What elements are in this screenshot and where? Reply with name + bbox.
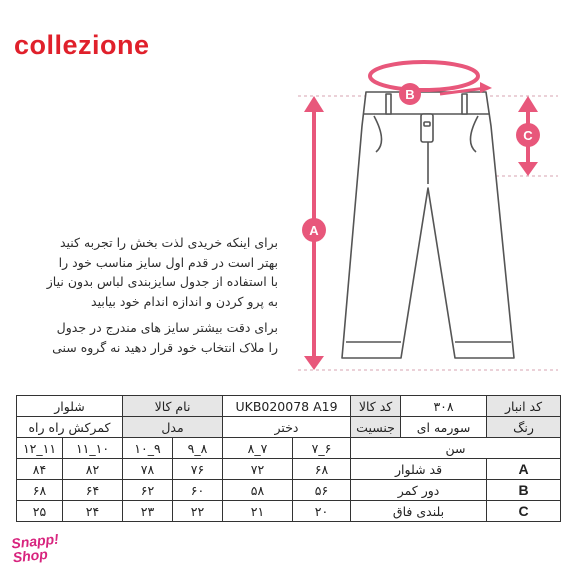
product-code-label: کد کالا	[351, 396, 401, 417]
rise-arrow-top	[518, 96, 538, 112]
color-value: سورمه ای	[401, 417, 487, 438]
product-code-value: UKB020078 A19	[223, 396, 351, 417]
size-value: ۲۳	[123, 501, 173, 522]
size-value: ۶۴	[63, 480, 123, 501]
rise-arrow-bottom	[518, 162, 538, 176]
size-value: ۲۴	[63, 501, 123, 522]
length-arrow-top	[304, 96, 324, 112]
measurement-key: B	[487, 480, 561, 501]
size-chart-table	[16, 395, 561, 522]
snappshop-watermark	[11, 532, 61, 565]
label-c: C	[523, 128, 533, 143]
instruction-line: با استفاده از جدول سایزبندی لباس بدون نیاز	[46, 274, 278, 289]
brand-logo: collezione	[14, 30, 150, 60]
pants-measurement-diagram	[290, 52, 570, 382]
warehouse-code-label: کد انبار	[487, 396, 561, 417]
instruction-line: بهتر است در قدم اول سایز مناسب خود را	[58, 254, 278, 270]
model-value: کمرکش راه راه	[17, 417, 123, 438]
size-value: ۵۸	[223, 480, 293, 501]
size-row-a	[17, 459, 561, 480]
model-label: مدل	[123, 417, 223, 438]
age-cell: ۹_۱۰	[123, 438, 173, 459]
size-value: ۲۱	[223, 501, 293, 522]
color-label: رنگ	[487, 417, 561, 438]
measurement-label: قد شلوار	[351, 459, 487, 480]
instruction-line: برای دقت بیشتر سایز های مندرج در جدول	[56, 320, 278, 335]
size-value: ۵۶	[293, 480, 351, 501]
warehouse-code-value: ۳۰۸	[401, 396, 487, 417]
age-cell: ۱۰_۱۱	[63, 438, 123, 459]
instruction-line: به پرو کردن و اندازه اندام خود بیابید	[91, 293, 278, 309]
size-row-b	[17, 480, 561, 501]
size-value: ۶۰	[173, 480, 223, 501]
age-cell: ۱۱_۱۲	[17, 438, 63, 459]
product-name-value: شلوار	[17, 396, 123, 417]
waist-measurement-marker	[370, 62, 486, 94]
size-value: ۲۵	[17, 501, 63, 522]
size-value: ۸۲	[63, 459, 123, 480]
length-arrow-bottom	[304, 356, 324, 370]
size-row-c	[17, 501, 561, 522]
size-value: ۶۲	[123, 480, 173, 501]
size-value: ۲۰	[293, 501, 351, 522]
gender-label: جنسیت	[351, 417, 401, 438]
label-a: A	[309, 223, 319, 238]
pants-outline	[342, 92, 514, 358]
age-header-row	[17, 438, 561, 459]
size-guide-instructions	[12, 233, 278, 357]
measurement-key: A	[487, 459, 561, 480]
measurement-label: دور کمر	[351, 480, 487, 501]
watermark-line: Shop	[12, 545, 49, 566]
measurement-key: C	[487, 501, 561, 522]
measurement-label: بلندی فاق	[351, 501, 487, 522]
size-value: ۶۸	[17, 480, 63, 501]
instruction-line: را ملاک انتخاب خود قرار دهید نه گروه سنی	[52, 339, 278, 355]
age-cell: ۷_۸	[223, 438, 293, 459]
size-value: ۲۲	[173, 501, 223, 522]
instruction-line: برای اینکه خریدی لذت بخش را تجربه کنید	[59, 235, 278, 250]
size-value: ۶۸	[293, 459, 351, 480]
product-name-label: نام کالا	[123, 396, 223, 417]
age-cell: ۸_۹	[173, 438, 223, 459]
size-value: ۷۸	[123, 459, 173, 480]
size-value: ۷۲	[223, 459, 293, 480]
age-cell: ۶_۷	[293, 438, 351, 459]
product-attributes-row	[17, 417, 561, 438]
watermark-line: Snapp!	[10, 530, 60, 552]
size-value: ۷۶	[173, 459, 223, 480]
age-label: سن	[351, 438, 561, 459]
size-value: ۸۴	[17, 459, 63, 480]
product-info-row	[17, 396, 561, 417]
label-b: B	[405, 87, 415, 102]
gender-value: دختر	[223, 417, 351, 438]
